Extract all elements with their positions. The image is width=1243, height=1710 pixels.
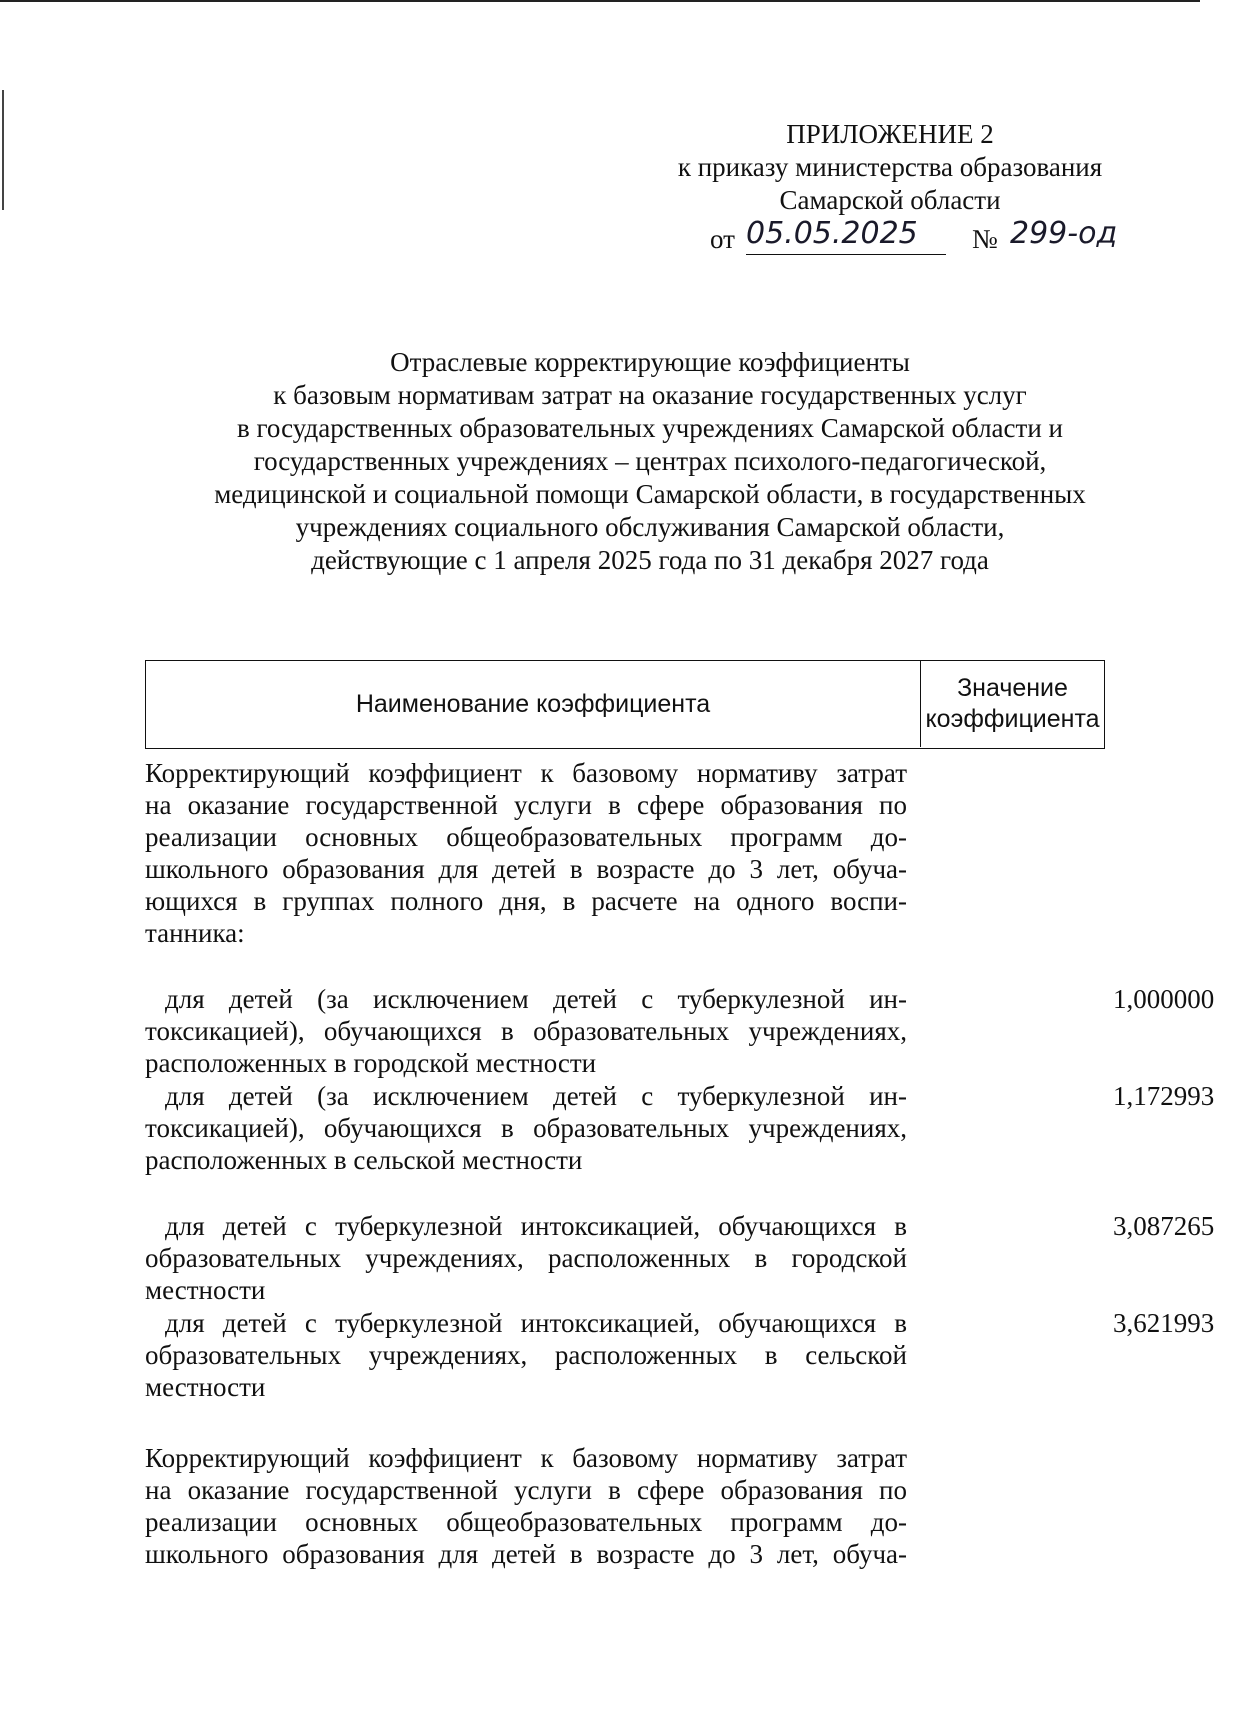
section-line: танника: [145, 918, 245, 948]
coefficient-value: 1,000000 [1113, 984, 1215, 1014]
table-row [145, 1080, 907, 1176]
title-line: действующие с 1 апреля 2025 года по 31 декабря 2027 года [311, 545, 989, 575]
column-header-value-line: коэффициента [925, 705, 1100, 733]
coefficient-value: 1,172993 [1113, 1081, 1215, 1111]
section-line: Корректирующий коэффициент к базовому нормативу затрат [145, 758, 907, 788]
appendix-title: ПРИЛОЖЕНИЕ 2 [786, 119, 994, 149]
date-prefix: от [710, 224, 735, 254]
column-header-value-line: Значение [957, 674, 1068, 702]
appendix-header [650, 118, 1130, 217]
row-line: местности [145, 1275, 266, 1305]
coefficient-value: 3,087265 [1113, 1211, 1215, 1241]
title-line: Отраслевые корректирующие коэффициенты [390, 347, 910, 377]
row-line: образовательных учреждениях, расположенных в городской [145, 1243, 907, 1273]
title-line: медицинской и социальной помощи Самарской области, в государственных [214, 479, 1086, 509]
table-row [145, 983, 907, 1079]
row-line: токсикацией), обучающихся в образовательных учреждениях, [145, 1016, 907, 1046]
number-prefix: № [972, 224, 998, 254]
table-row [145, 1210, 907, 1306]
document-title [130, 346, 1170, 577]
scan-edge-top [0, 0, 1200, 2]
section-line: Корректирующий коэффициент к базовому нормативу затрат [145, 1443, 907, 1473]
coefficient-value: 3,621993 [1113, 1308, 1215, 1338]
section-line: реализации основных общеобразовательных программ до- [145, 1507, 907, 1537]
row-line: образовательных учреждениях, расположенных в сельской [145, 1340, 907, 1370]
section-line: на оказание государственной услуги в сфере образования по [145, 1475, 907, 1505]
row-line: токсикацией), обучающихся в образовательных учреждениях, [145, 1113, 907, 1143]
row-line: для детей с туберкулезной интоксикацией, обучающихся в [165, 1211, 907, 1241]
appendix-region: Самарской области [779, 185, 1001, 215]
table-header [145, 660, 1105, 749]
section-line: на оказание государственной услуги в сфере образования по [145, 790, 907, 820]
column-header-value [921, 661, 1104, 747]
section-line: школьного образования для детей в возрасте до 3 лет, обуча- [145, 854, 907, 884]
section-2-heading [145, 1442, 907, 1570]
title-line: к базовым нормативам затрат на оказание государственных услуг [273, 380, 1027, 410]
order-date-number [710, 216, 1140, 260]
row-line: для детей с туберкулезной интоксикацией, обучающихся в [165, 1308, 907, 1338]
scan-edge-left [2, 90, 4, 210]
table-row [145, 1307, 907, 1403]
row-line: расположенных в городской местности [145, 1048, 597, 1078]
title-line: учреждениях социального обслуживания Самарской области, [295, 512, 1005, 542]
handwritten-number: 299-од [1010, 216, 1118, 251]
row-line: для детей (за исключением детей с туберкулезной ин- [165, 984, 907, 1014]
appendix-order-ref: к приказу министерства образования [677, 152, 1103, 182]
coefficients-table [145, 660, 1215, 1569]
handwritten-date: 05.05.2025 [746, 216, 946, 255]
title-line: в государственных образовательных учреждениях Самарской области и [237, 413, 1063, 443]
section-line: ющихся в группах полного дня, в расчете на одного воспи- [145, 886, 907, 916]
row-line: местности [145, 1372, 266, 1402]
section-1-heading [145, 757, 907, 949]
row-line: для детей (за исключением детей с туберкулезной ин- [165, 1081, 907, 1111]
section-line: школьного образования для детей в возрасте до 3 лет, обуча- [145, 1539, 907, 1569]
section-line: реализации основных общеобразовательных программ до- [145, 822, 907, 852]
title-line: государственных учреждениях – центрах психолого-педагогической, [253, 446, 1047, 476]
row-line: расположенных в сельской местности [145, 1145, 583, 1175]
column-header-name: Наименование коэффициента [146, 661, 921, 747]
